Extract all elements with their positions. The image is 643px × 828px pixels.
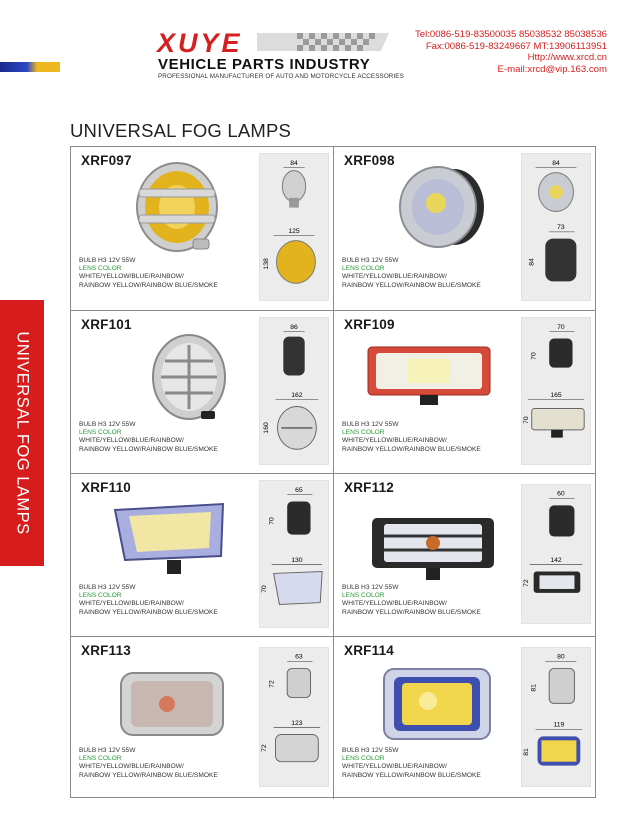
company-tagline: PROFESSIONAL MANUFACTURER OF AUTO AND MOTORCYCLE ACCESSORIES [158, 73, 404, 80]
product-model: XRF114 [344, 643, 394, 658]
logo-checker-icon [257, 31, 389, 53]
product-model: XRF113 [81, 643, 131, 658]
product-card [71, 147, 333, 310]
dimension-diagram [521, 647, 591, 787]
color-options: RAINBOW YELLOW/RAINBOW BLUE/SMOKE [79, 445, 218, 453]
dimension-label: 138 [262, 258, 270, 270]
color-options: RAINBOW YELLOW/RAINBOW BLUE/SMOKE [342, 281, 481, 289]
contact-block [415, 29, 607, 75]
product-specs [79, 421, 218, 454]
dimension-label: 70 [530, 352, 538, 360]
dimension-diagram [259, 317, 329, 465]
dimension-label: 72 [268, 680, 276, 688]
dimension-label: 86 [290, 323, 298, 331]
product-card [71, 310, 333, 473]
dimension-label: 65 [295, 486, 303, 494]
dimension-diagram [259, 153, 329, 301]
bulb-spec: BULB H3 12V 55W [342, 421, 399, 428]
product-card [333, 310, 595, 473]
lens-color-label: LENS COLOR [79, 592, 122, 600]
dimension-label: 84 [290, 159, 298, 167]
contact-email[interactable]: E-mail:xrcd@vip.163.com [497, 63, 607, 75]
rectangular-fog-lamp-image [368, 514, 498, 584]
product-card [333, 147, 595, 310]
dimension-label: 60 [557, 490, 565, 498]
lens-color-label: LENS COLOR [79, 265, 122, 273]
side-tab [0, 300, 44, 566]
company-name: VEHICLE PARTS INDUSTRY [158, 56, 371, 73]
color-options: WHITE/YELLOW/BLUE/RAINBOW/ [79, 763, 184, 771]
dimension-label: 80 [557, 653, 565, 661]
side-tab-label: UNIVERSAL FOG LAMPS [13, 331, 32, 535]
bulb-spec: BULB H3 12V 55W [342, 747, 399, 754]
color-options: RAINBOW YELLOW/RAINBOW BLUE/SMOKE [342, 771, 481, 779]
color-options: RAINBOW YELLOW/RAINBOW BLUE/SMOKE [342, 445, 481, 453]
product-specs [342, 421, 481, 454]
dimension-diagram [259, 480, 329, 628]
product-specs [79, 747, 218, 780]
product-specs [342, 257, 481, 290]
color-options: WHITE/YELLOW/BLUE/RAINBOW/ [342, 763, 447, 771]
bulb-spec: BULB H3 12V 55W [342, 584, 399, 591]
dimension-label: 70 [557, 323, 565, 331]
round-fog-lamp-image [133, 159, 221, 255]
product-model: XRF097 [81, 153, 132, 168]
dimension-diagram [521, 153, 591, 301]
dimension-diagram [521, 484, 591, 624]
product-model: XRF110 [81, 480, 131, 495]
color-options: WHITE/YELLOW/BLUE/RAINBOW/ [79, 600, 184, 608]
bulb-spec: BULB H3 12V 55W [79, 257, 136, 264]
dimension-label: 73 [557, 223, 565, 231]
rectangular-fog-lamp-image [117, 667, 227, 741]
product-specs [79, 584, 218, 617]
bulb-spec: BULB H3 12V 55W [342, 257, 399, 264]
product-card [71, 636, 333, 799]
color-options: WHITE/YELLOW/BLUE/RAINBOW/ [79, 273, 184, 281]
bulb-spec: BULB H3 12V 55W [79, 584, 136, 591]
color-options: RAINBOW YELLOW/RAINBOW BLUE/SMOKE [342, 608, 481, 616]
bulb-spec: BULB H3 12V 55W [79, 421, 136, 428]
page-title: UNIVERSAL FOG LAMPS [70, 120, 292, 141]
color-options: RAINBOW YELLOW/RAINBOW BLUE/SMOKE [79, 281, 218, 289]
lens-color-label: LENS COLOR [342, 755, 385, 763]
product-specs [342, 747, 481, 780]
dimension-label: 142 [550, 556, 562, 564]
dimension-label: 119 [553, 721, 565, 729]
dimension-label: 63 [295, 653, 303, 661]
dimension-label: 162 [291, 391, 303, 399]
dimension-diagram [259, 647, 329, 787]
dimension-label: 72 [522, 579, 530, 587]
contact-website[interactable]: Http://www.xrcd.cn [527, 52, 607, 64]
lens-color-label: LENS COLOR [342, 265, 385, 273]
dimension-label: 70 [268, 517, 276, 525]
lens-color-label: LENS COLOR [79, 755, 122, 763]
round-fog-lamp-image [396, 163, 488, 251]
brand-name: XUYE [157, 28, 243, 58]
dimension-label: 81 [530, 684, 538, 692]
color-options: WHITE/YELLOW/BLUE/RAINBOW/ [342, 273, 447, 281]
dimension-label: 72 [260, 744, 268, 752]
product-card [333, 636, 595, 799]
color-options: WHITE/YELLOW/BLUE/RAINBOW/ [342, 437, 447, 445]
dimension-label: 160 [262, 422, 270, 434]
dimension-label: 165 [550, 391, 562, 399]
color-options: RAINBOW YELLOW/RAINBOW BLUE/SMOKE [79, 771, 218, 779]
contact-fax: Fax:0086-519-83249667 MT:13906113951 [425, 40, 607, 52]
rectangular-fog-lamp-image [364, 341, 494, 411]
dimension-label: 81 [522, 748, 530, 756]
product-specs [342, 584, 481, 617]
product-grid [70, 146, 596, 798]
company-logo [157, 28, 404, 82]
product-model: XRF098 [344, 153, 395, 168]
lens-color-label: LENS COLOR [342, 429, 385, 437]
dimension-diagram [521, 317, 591, 465]
dimension-label: 125 [288, 227, 300, 235]
product-specs [79, 257, 218, 290]
rectangular-fog-lamp-image [107, 500, 231, 582]
product-card [333, 473, 595, 636]
dimension-label: 84 [528, 258, 536, 266]
dimension-label: 70 [260, 585, 268, 593]
product-model: XRF112 [344, 480, 394, 495]
round-fog-lamp-image [149, 331, 229, 423]
dimension-label: 84 [552, 159, 560, 167]
color-options: WHITE/YELLOW/BLUE/RAINBOW/ [342, 600, 447, 608]
bulb-spec: BULB H3 12V 55W [79, 747, 136, 754]
product-model: XRF101 [81, 317, 132, 332]
lens-color-label: LENS COLOR [342, 592, 385, 600]
contact-tel: Tel:0086-519-83500035 85038532 85038536 [414, 29, 607, 40]
color-options: WHITE/YELLOW/BLUE/RAINBOW/ [79, 437, 184, 445]
dimension-label: 130 [291, 556, 303, 564]
lens-color-label: LENS COLOR [79, 429, 122, 437]
color-options: RAINBOW YELLOW/RAINBOW BLUE/SMOKE [79, 608, 218, 616]
accent-bar [0, 62, 60, 72]
product-card [71, 473, 333, 636]
product-model: XRF109 [344, 317, 395, 332]
dimension-label: 123 [291, 719, 303, 727]
dimension-label: 70 [522, 416, 530, 424]
rectangular-fog-lamp-image [380, 665, 494, 747]
